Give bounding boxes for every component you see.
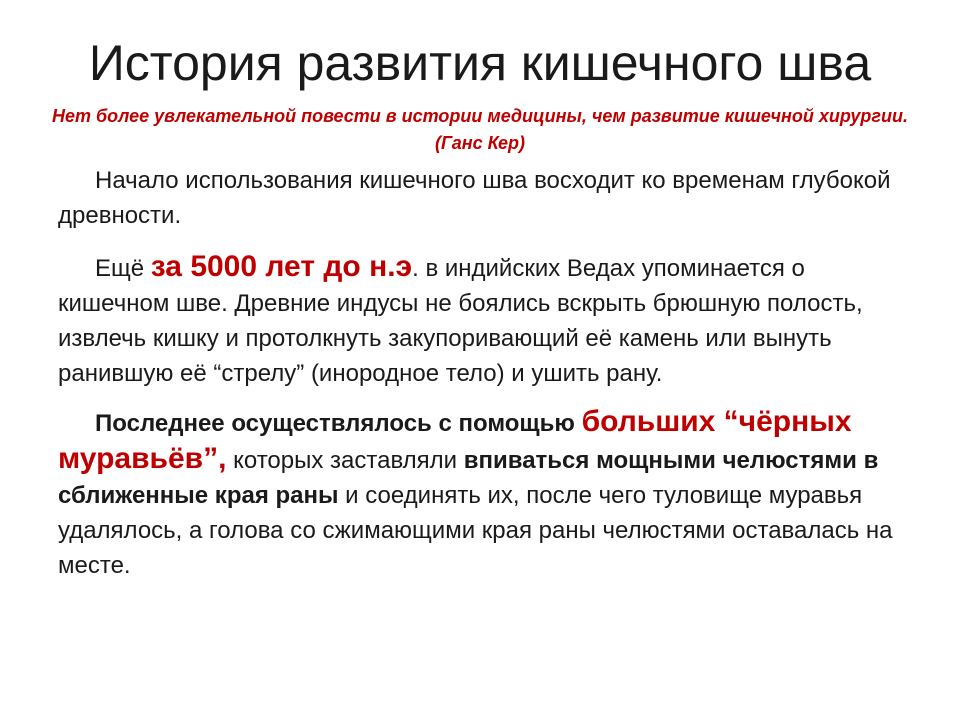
slide-body — [58, 163, 894, 583]
paragraph-indian-vedas — [58, 249, 894, 391]
paragraph-ants-middle: которых заставляли — [226, 447, 464, 474]
ants-highlight: больших “чёрных муравьёв”, — [58, 405, 852, 475]
date-highlight: за 5000 лет до н.э — [150, 250, 413, 283]
paragraph-ants-bold-lead: Последнее осуществлялось с помощью — [95, 410, 582, 437]
paragraph-indian-vedas-lead: Ещё — [95, 255, 151, 282]
epigraph-quote: Нет более увлекательной повести в истории медицины, чем развитие кишечной хирургии. (Ганс Кер) — [52, 106, 908, 153]
paragraph-ants-end: и соединять их, после чего туловище муравья удалялось, а голова со сжимающими края раны челюстями оставалась на месте. — [58, 482, 893, 579]
paragraph-ancient-origins-text: Начало использования кишечного шва восходит ко временам глубокой древности. — [58, 167, 891, 229]
paragraph-ants-bold-middle: впиваться мощными челюстями в сближенные края раны — [58, 447, 879, 509]
paragraph-ants — [58, 404, 894, 583]
slide-title: История развития кишечного шва — [88, 35, 872, 91]
paragraph-indian-vedas-text: . в индийских Ведах упоминается о кишечном шве. Древние индусы не боялись вскрыть брюшную полость, извлечь кишку и протолкнуть закупоривающий её камень или вынуть ранившую её “стрелу” (инородное тело) и ушить рану. — [58, 255, 863, 387]
paragraph-ancient-origins — [58, 163, 894, 233]
